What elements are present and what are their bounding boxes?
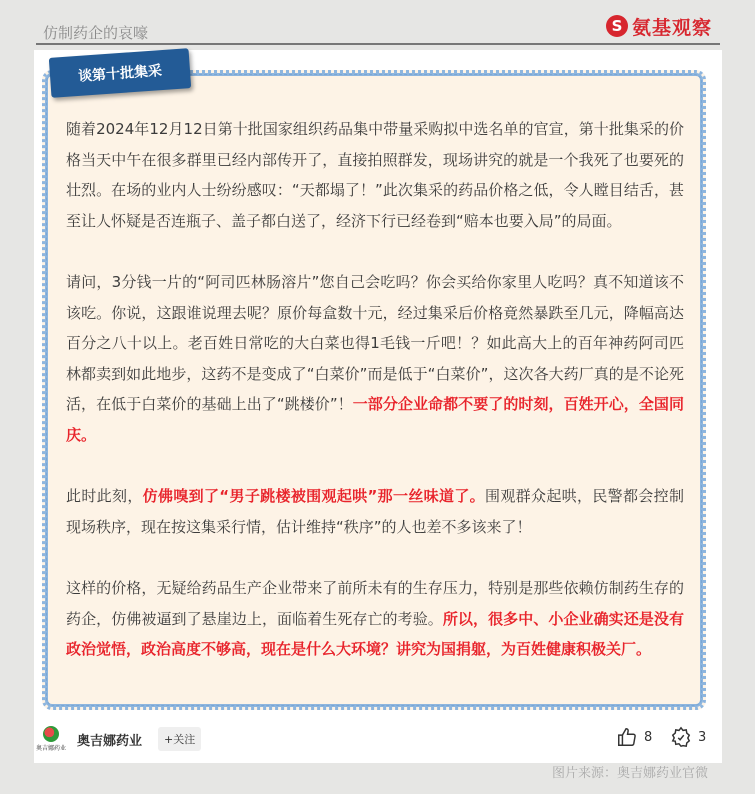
- paragraph-text: 请问，3分钱一片的“阿司匹林肠溶片”您自己会吃吗？你会买给你家里人吃吗？真不知道该不该吃。你说，这跟谁说理去呢？原价每盒数十元，经过集采后价格竟然暴跌至几元，降幅高达百分之八十以上。老百姓日常吃的大白菜也得1毛钱一斤吧！？如此高大上的百年神药阿司匹林都卖到如此地步，这药不是变成了“白菜价”而是低于“白菜价”，这次各大药厂真的是不论死活，在低于白菜价的基础上出了“跳楼价”！: [66, 272, 684, 414]
- avatar[interactable]: [37, 726, 65, 754]
- header-title: 仿制药企的哀嚎: [43, 24, 149, 42]
- like-count: 8: [644, 729, 653, 745]
- article-paragraph: [66, 114, 684, 236]
- share-count: 3: [698, 729, 707, 745]
- header-divider: [36, 43, 720, 45]
- paragraph-text: 这样的价格，无疑给药品生产企业带来了前所未有的生存压力，特别是那些依赖仿制药生存的药企，仿佛被逼到了悬崖边上，面临着生死存亡的考验。: [66, 578, 684, 628]
- brand-logo-icon: S: [606, 15, 628, 37]
- thumbs-up-icon: [616, 726, 638, 748]
- article-content: [66, 114, 684, 695]
- article-paragraph: [66, 481, 684, 542]
- highlight-text: 仿佛嗅到了“男子跳楼被围观起哄”那一丝味道了。: [142, 487, 485, 506]
- article-paragraph: [66, 267, 684, 451]
- highlight-text: 一部分企业命都不要了的时刻，百姓开心，全国同庆。: [66, 395, 684, 444]
- account-name[interactable]: 奥吉娜药业: [77, 734, 143, 749]
- header: [0, 0, 755, 46]
- brand-name: 氨基观察: [632, 16, 713, 39]
- post-footer: [34, 718, 722, 762]
- avatar-logo-icon: [43, 726, 59, 742]
- image-source-caption: 图片来源：奥吉娜药业官微: [551, 766, 708, 781]
- like-button[interactable]: [616, 726, 652, 748]
- follow-button[interactable]: +关注: [158, 727, 201, 751]
- brand: [606, 13, 712, 39]
- topic-tag: 谈第十批集采: [49, 48, 191, 98]
- avatar-caption: 奥吉娜药业: [36, 745, 67, 752]
- share-button[interactable]: [670, 726, 706, 748]
- paragraph-text: 随着2024年12月12日第十批国家组织药品集中带量采购拟中选名单的官宣，第十批集采的价格当天中午在很多群里已经内部传开了，直接拍照群发，现场讲究的就是一个我死了也要死的壮烈。在场的业内人士纷纷感叹：“天都塌了！”此次集采的药品价格之低，令人瞠目结舌，甚至让人怀疑是否连瓶子、盖子都白送了，经济下行已经卷到“赔本也要入局”的局面。: [66, 120, 684, 230]
- share-gear-icon: [670, 726, 692, 748]
- paragraph-text: 围观群众起哄，民警都会控制现场秩序，现在按这集采行情，估计维持“秩序”的人也差不多该来了！: [66, 487, 684, 536]
- highlight-text: 所以，很多中、小企业确实还是没有政治觉悟，政治高度不够高，现在是什么大环境？讲究为国捐躯，为百姓健康积极关厂。: [66, 609, 684, 659]
- article-paragraph: [66, 573, 684, 665]
- paragraph-text: 此时此刻，: [66, 487, 143, 506]
